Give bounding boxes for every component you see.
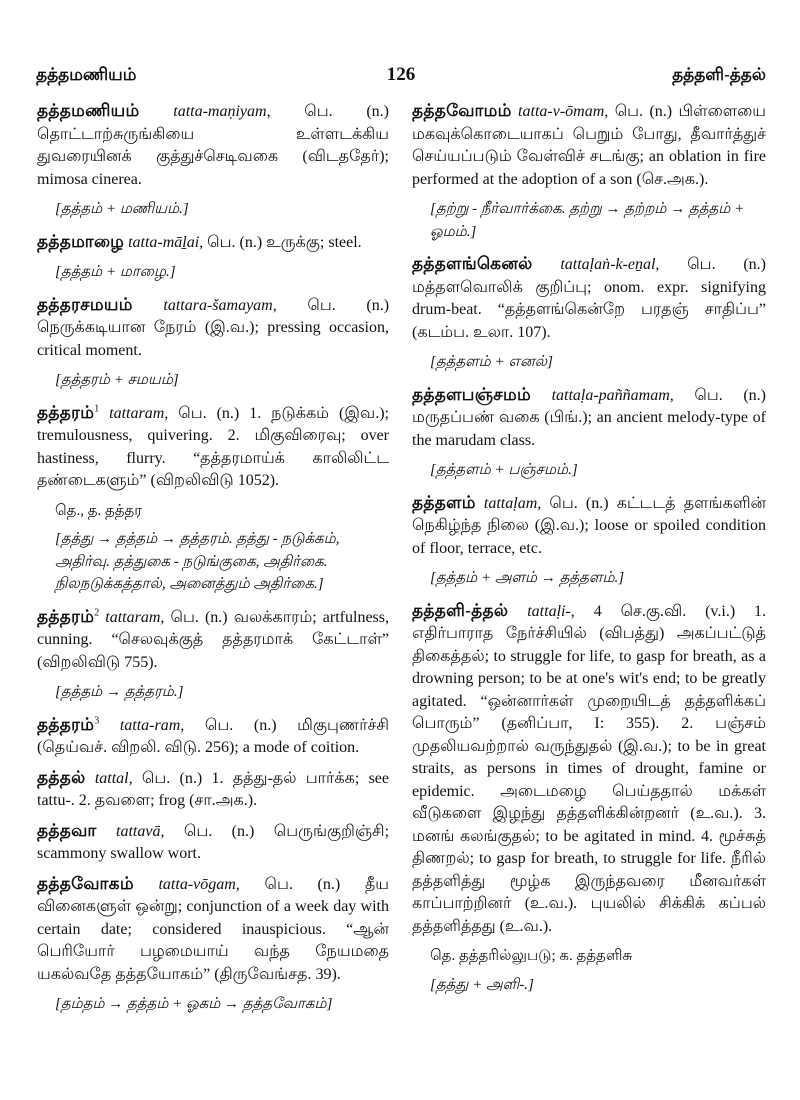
dictionary-entry	[37, 402, 389, 596]
transliteration: tattaḷam,	[483, 494, 542, 512]
cognates: தெ. தத்தரில்லுபடு; க. தத்தளிசு	[430, 948, 633, 964]
transliteration: tatta-vōgam,	[158, 875, 240, 893]
entry-line	[37, 294, 389, 363]
etymology: [தத்தம் → தத்தரம்.]	[55, 684, 184, 700]
transliteration: tattaram,	[105, 608, 165, 626]
entry-line	[412, 253, 766, 344]
entry-line	[37, 231, 389, 255]
etymology: [தத்து + அளி-.]	[430, 976, 534, 993]
etymology: [தத்தரம் + சமயம்]	[55, 372, 179, 388]
definition: பெ. (n.) கட்டடத் தளங்களின் நெகிழ்ந்த நிலை (இ.வ.); loose or spoiled condition of floor, terrace, etc.	[412, 494, 767, 557]
dictionary-entry	[412, 100, 766, 243]
dictionary-entry	[37, 100, 389, 221]
dictionary-entry	[412, 253, 766, 374]
etymology: [தத்தம் + மாழை.]	[55, 264, 176, 280]
transliteration: tattaḷi-,	[527, 602, 575, 620]
entry-headword: தத்தளி-த்தல்	[412, 600, 509, 620]
entry-line	[37, 820, 389, 866]
etymology: [தத்தம் + மணியம்.]	[55, 201, 189, 217]
definition: பெ. (n.) வலக்காரம்; artfulness, cunning. “செலவுக்குத் தத்தரமாக் கேட்டாள்” (விறலிவிடு 755).	[37, 608, 389, 671]
dictionary-entry	[37, 714, 389, 760]
entry-line	[37, 402, 389, 493]
transliteration: tattaḷaṅ-k-eṉal,	[560, 256, 660, 273]
running-head-right: தத்தளி-த்தல்	[672, 65, 766, 84]
entry-line	[37, 873, 389, 987]
homonym-number: 2	[94, 607, 100, 619]
entry-headword: தத்தவா	[37, 820, 97, 840]
entry-headword: தத்தரம்	[37, 402, 95, 422]
transliteration: tatta-maṇiyam,	[173, 103, 271, 120]
definition: பெ. (n.) 1. நடுக்கம் (இவ.); tremulousness, quivering. 2. மிகுவிரைவு; over hastiness, flurry. “தத்தரமாய்க் காலிலிட்ட தண்டைகளும்” (விறலிவிடு 1052).	[37, 404, 389, 489]
definition: பெ. (n.) மருதப்பண் வகை (பிங்.); an ancient melody-type of the marudam class.	[412, 386, 767, 449]
homonym-number: 3	[94, 715, 100, 727]
entry-headword: தத்தளங்கெனல்	[412, 254, 533, 273]
definition: பெ. (n.) நெருக்கடியான நேரம் (இ.வ.); pressing occasion, critical moment.	[37, 296, 390, 359]
right-column	[412, 100, 766, 1006]
transliteration: tatta-ram,	[119, 716, 185, 734]
transliteration: tattaḷa-paññamam,	[551, 386, 674, 404]
etymology: [தத்தளம் + எனல்]	[430, 354, 553, 370]
page-header	[36, 64, 766, 88]
entry-headword: தத்தரம்	[37, 714, 95, 734]
entry-line	[37, 606, 389, 675]
definition: பெ. (n.) பிள்ளையை மகவுக்கொடையாகப் பெறும் போது, தீவார்த்துச் செய்யப்படும் வேள்விச் சடங்கு; an oblation in fire performed at the adoption of a son (செ.அக.).	[412, 103, 767, 188]
entry-headword: தத்தரம்	[37, 606, 95, 626]
dictionary-entry	[412, 384, 766, 482]
dictionary-entry	[37, 873, 389, 1016]
dictionary-entry	[37, 767, 389, 813]
definition: பெ. (n.) பெருங்குறிஞ்சி; scammony swallow wort.	[37, 822, 390, 862]
page-number: 126	[386, 64, 416, 85]
etymology: [தம்தம் → தத்தம் + ஓகம் → தத்தவோகம்]	[55, 996, 333, 1012]
entry-line	[37, 714, 389, 760]
entry-line	[37, 100, 389, 191]
transliteration: tatta-v-ōmam,	[518, 103, 609, 120]
entry-line	[412, 492, 766, 561]
dictionary-entry	[37, 231, 389, 284]
transliteration: tatta-māḻai,	[128, 233, 204, 251]
entry-line	[412, 384, 766, 453]
dictionary-entry	[412, 492, 766, 590]
definition: பெ. (n.) உருக்கு; steel.	[207, 233, 362, 251]
cognates: தெ., த. தத்தர	[55, 502, 143, 519]
entry-headword: தத்தல்	[37, 767, 86, 787]
etymology: [தத்து → தத்தம் → தத்தரம். தத்து - நடுக்கம், அதிர்வு. தத்துகை - நடுங்குகை, அதிர்கை. நிலநடுக்கத்தால், அனைத்தும் அதிர்கை.]	[55, 531, 340, 592]
entry-headword: தத்தளம்	[412, 492, 476, 512]
running-head-left: தத்தமணியம்	[36, 65, 137, 84]
entry-headword: தத்தளபஞ்சமம்	[412, 384, 531, 404]
entry-headword: தத்தமாழை	[37, 231, 125, 251]
dictionary-entry	[37, 820, 389, 866]
transliteration: tattara-šamayam,	[163, 296, 277, 314]
entry-line	[37, 767, 389, 813]
entry-headword: தத்தவோகம்	[37, 873, 134, 893]
dictionary-entry	[412, 600, 766, 997]
transliteration: tattal,	[94, 769, 133, 787]
homonym-number: 1	[94, 403, 100, 415]
definition: பெ. (n.) மத்தளவொலிக் குறிப்பு; onom. expr. signifying drum-beat. “தத்தளங்கென்றே பரதஞ் சாதிப்ப” (கடம்ப. உலா. 107).	[412, 256, 767, 341]
entry-headword: தத்தவோமம்	[412, 101, 512, 120]
entry-headword: தத்தமணியம்	[37, 101, 140, 120]
dictionary-entry	[37, 606, 389, 704]
etymology: [தத்தளம் + பஞ்சமம்.]	[430, 462, 578, 478]
definition: பெ. (n.) தொட்டாற்சுருங்கியை உள்ளடக்கிய துவரையினக் குத்துச்செடிவகை (விடததேர்); mimosa cinerea.	[37, 103, 389, 188]
definition: பெ. (n.) மிகுபுணர்ச்சி (தெய்வச். விறலி. விடு. 256); a mode of coition.	[37, 716, 390, 756]
entry-line	[412, 600, 766, 939]
definition: 4 செ.கு.வி. (v.i.) 1. எதிர்பாராத நேர்ச்சியில் (விபத்து) அகப்பட்டுத் திகைத்தல்; to struggle for life, to gasp for breath, as a drowning person; to be at one's wit's end; to be greatly agitated. “ஒன்னார்கள் முறையிடத் தத்தளிக்கப் பொரும்” (தனிப்பா, I: 355). 2. பஞ்சம் முதலியவற்றால் வருந்துதல் (இ.வ.); to be in great straits, as persons in times of drought, famine or epidemic. அடைமழை பெய்ததால் மக்கள் வீடுகளை இழந்து தத்தளிக்கின்றனர் (உ.வ.). 3. மனங் கலங்குதல்; to be agitated in mind. 4. மூச்சுத் திணறல்; to gasp for breath, to struggle for life. நீரில் தத்தளித்து மூழ்க இருந்தவரை மீனவர்கள் காப்பாற்றினர் (உ.வ.). புயலில் சிக்கிக் கப்பல் தத்தளித்தது (உ.வ.).	[412, 602, 767, 935]
transliteration: tattavā,	[116, 822, 165, 840]
transliteration: tattaram,	[109, 404, 169, 422]
definition: பெ. (n.) 1. தத்து-தல் பார்க்க; see tattu-. 2. தவளை; frog (சா.அக.).	[37, 769, 390, 809]
definition: பெ. (n.) தீய வினைகளுள் ஒன்று; conjunction of a week day with certain date; considered inauspicious. “ஆன் பெரியோர் பழமையாய் வந்த நேயமதை யகல்வதே தத்தயோகம்” (திருவேங்சத. 39).	[37, 875, 390, 983]
entry-line	[412, 100, 766, 191]
dictionary-entry	[37, 294, 389, 392]
left-column	[37, 100, 389, 1026]
etymology: [தத்தம் + அளம் → தத்தளம்.]	[430, 570, 625, 586]
entry-headword: தத்தரசமயம்	[37, 294, 133, 314]
etymology: [தற்று - நீர்வார்க்கை. தற்று → தற்றம் → தத்தம் + ஓமம்.]	[430, 201, 745, 240]
